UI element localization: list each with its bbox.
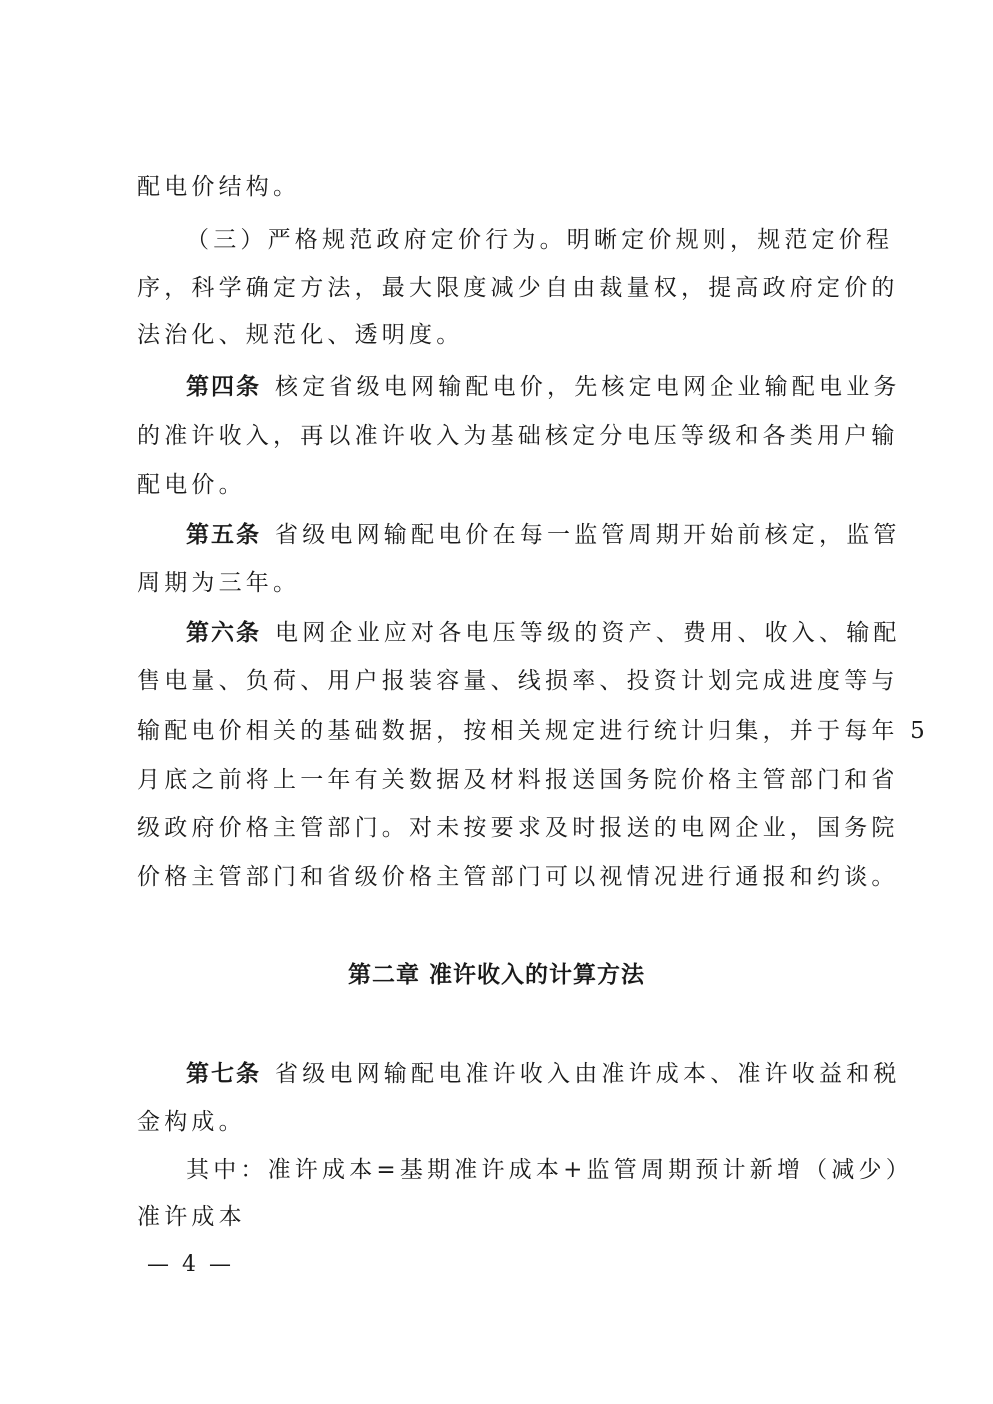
paragraph-line: 级政府价格主管部门。对未按要求及时报送的电网企业，国务院 (137, 815, 899, 841)
paragraph-line: 序，科学确定方法，最大限度减少自由裁量权，提高政府定价的 (137, 275, 899, 301)
article-4-line (186, 367, 901, 407)
article-6-line (186, 613, 901, 653)
article-5-line (186, 515, 901, 555)
chapter-title: 第二章 准许收入的计算方法 (347, 962, 645, 988)
paragraph-line: 的准许收入，再以准许收入为基础核定分电压等级和各类用户输 (137, 423, 899, 449)
paragraph-line: 配电价结构。 (137, 174, 301, 200)
article-4-text: 核定省级电网输配电价，先核定电网企业输配电业务 (275, 374, 901, 400)
paragraph-line: （三）严格规范政府定价行为。明晰定价规则，规范定价程 (186, 227, 894, 253)
paragraph-line: 价格主管部门和省级价格主管部门可以视情况进行通报和约谈。 (137, 864, 899, 890)
paragraph-line: 金构成。 (137, 1109, 246, 1135)
paragraph-line: 周期为三年。 (137, 570, 301, 596)
paragraph-line: 法治化、规范化、透明度。 (137, 322, 464, 348)
paragraph-line: 售电量、负荷、用户报装容量、线损率、投资计划完成进度等与 (137, 668, 899, 694)
article-5-heading: 第五条 (186, 522, 261, 548)
page-number: — 4 — (147, 1252, 234, 1277)
article-7-text: 省级电网输配电准许收入由准许成本、准许收益和税 (275, 1061, 901, 1087)
article-5-text: 省级电网输配电价在每一监管周期开始前核定，监管 (275, 522, 901, 548)
formula-line: 准许成本 (137, 1204, 246, 1230)
article-7-heading: 第七条 (186, 1061, 261, 1087)
article-6-heading: 第六条 (186, 620, 261, 646)
paragraph-line: 配电价。 (137, 472, 246, 498)
paragraph-line: 输配电价相关的基础数据，按相关规定进行统计归集，并于每年 5 (137, 718, 929, 744)
article-4-heading: 第四条 (186, 374, 261, 400)
article-7-line (186, 1054, 901, 1094)
paragraph-line: 月底之前将上一年有关数据及材料报送国务院价格主管部门和省 (137, 767, 899, 793)
formula-line: 其中：准许成本=基期准许成本+监管周期预计新增（减少） (186, 1157, 913, 1183)
article-6-text: 电网企业应对各电压等级的资产、费用、收入、输配 (275, 620, 901, 646)
